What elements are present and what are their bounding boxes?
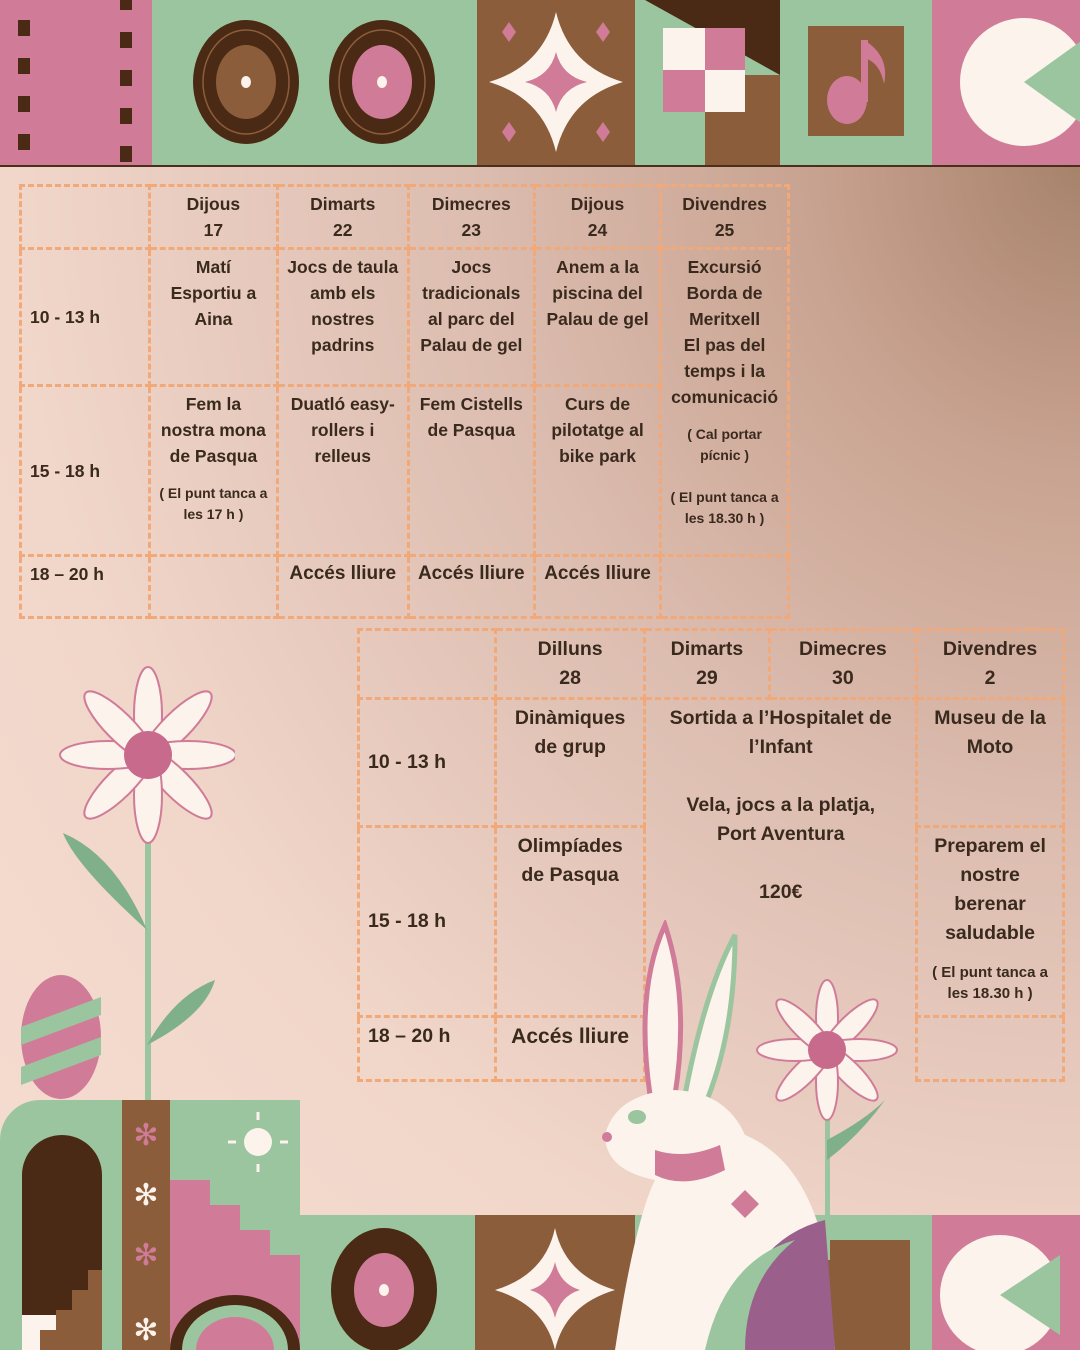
activity-cell — [408, 386, 534, 556]
top-decorative-band — [0, 0, 1080, 167]
day-name: Dijous — [570, 194, 625, 214]
time-slot-label: 15 - 18 h — [21, 386, 150, 556]
activity-cell: Accés lliure — [496, 1017, 645, 1081]
activity-cell: Accés lliure — [277, 556, 408, 618]
activity-cell — [917, 1017, 1064, 1081]
activity-cell — [917, 699, 1064, 827]
table-corner-cell — [21, 186, 150, 249]
activity-text: Jocs de taula amb els nostres padrins — [287, 257, 399, 355]
activity-cell — [277, 386, 408, 556]
vinyl-records-tile — [152, 0, 477, 165]
easter-bunny-decoration — [595, 920, 915, 1350]
pacman-tile — [932, 0, 1080, 165]
activity-text: Dinàmiques de grup — [514, 707, 626, 758]
activity-cell: Accés lliure — [408, 556, 534, 618]
activity-note: ( El punt tanca a les 18.30 h ) — [932, 964, 1048, 1002]
activity-text: Preparem el nostre berenar saludable — [934, 835, 1046, 944]
morning-row — [359, 699, 1064, 827]
activity-text: Museu de la Moto — [934, 707, 1046, 758]
day-number: 30 — [832, 667, 854, 689]
day-header — [917, 630, 1064, 699]
activity-cell — [496, 699, 645, 827]
day-header — [150, 186, 278, 249]
day-name: Dimarts — [670, 638, 744, 660]
evening-row — [21, 556, 789, 618]
activity-cell-excursion — [661, 249, 789, 556]
table-header-row — [359, 630, 1064, 699]
day-header — [534, 186, 660, 249]
activity-cell — [150, 249, 278, 386]
activity-text: Fem Cistells de Pasqua — [419, 394, 523, 440]
diamond-tile — [477, 0, 635, 165]
activity-text: Sortida a l’Hospitalet de l’Infant Vela, jocs a la platja, Port Aventura 120€ — [669, 707, 892, 903]
day-header — [661, 186, 789, 249]
music-note-tile — [780, 0, 932, 165]
time-slot-label: 15 - 18 h — [359, 827, 496, 1017]
activity-cell — [408, 249, 534, 386]
day-name: Divendres — [942, 638, 1038, 660]
day-number: 25 — [714, 220, 735, 240]
svg-text:✻: ✻ — [133, 1239, 159, 1272]
day-name: Dijous — [186, 194, 241, 214]
activity-text: Excursió Borda de Meritxell El pas del temps i la comunicació — [671, 257, 779, 407]
day-header — [277, 186, 408, 249]
day-name: Dilluns — [537, 638, 603, 660]
day-number: 29 — [696, 667, 718, 689]
checker-tile — [635, 0, 780, 165]
activity-cell: Accés lliure — [534, 556, 660, 618]
film-strip-tile — [0, 0, 152, 165]
day-name: Dimecres — [431, 194, 511, 214]
day-name: Dimarts — [310, 194, 376, 214]
activity-cell — [917, 827, 1064, 1017]
day-name: Divendres — [682, 194, 767, 214]
activity-text: Anem a la piscina del Palau de gel — [546, 257, 649, 329]
day-name: Dimecres — [798, 638, 887, 660]
day-number: 2 — [984, 667, 996, 689]
time-slot-label: 10 - 13 h — [21, 249, 150, 386]
svg-text:✻: ✻ — [133, 1119, 159, 1152]
activity-text: Curs de pilotatge al bike park — [551, 394, 644, 466]
schedule-week1-table — [19, 184, 790, 619]
activity-cell — [534, 249, 660, 386]
svg-text:✻: ✻ — [133, 1179, 159, 1212]
activity-text: Matí Esportiu a Aina — [170, 257, 257, 329]
bottom-decorative-band — [0, 1100, 1080, 1350]
day-header — [645, 630, 769, 699]
activity-cell — [277, 249, 408, 386]
activity-cell — [534, 386, 660, 556]
day-number: 23 — [461, 220, 482, 240]
morning-row — [21, 249, 789, 386]
activity-text: Fem la nostra mona de Pasqua — [160, 394, 266, 466]
day-number: 24 — [587, 220, 608, 240]
day-number: 22 — [333, 220, 353, 240]
activity-note: ( El punt tanca a les 17 h ) — [159, 485, 268, 522]
svg-text:✻: ✻ — [133, 1314, 159, 1347]
activity-text: Olimpíades de Pasqua — [517, 835, 623, 886]
activity-note: ( Cal portar pícnic ) ( El punt tanca a les 18.30 h ) — [670, 426, 779, 526]
day-number: 17 — [203, 220, 224, 240]
day-header — [496, 630, 645, 699]
activity-text: Duatló easy- rollers i relleus — [290, 394, 395, 466]
day-header — [769, 630, 917, 699]
activity-cell — [661, 556, 789, 618]
activity-cell — [150, 556, 278, 618]
day-header — [408, 186, 534, 249]
activity-text: Jocs tradicionals al parc del Palau de gel — [420, 257, 523, 355]
table-corner-cell — [359, 630, 496, 699]
table-header-row — [21, 186, 789, 249]
day-number: 28 — [559, 667, 581, 689]
time-slot-label: 10 - 13 h — [359, 699, 496, 827]
flower-decoration — [15, 665, 235, 1105]
time-slot-label: 18 – 20 h — [359, 1017, 496, 1081]
activity-cell — [150, 386, 278, 556]
time-slot-label: 18 – 20 h — [21, 556, 150, 618]
